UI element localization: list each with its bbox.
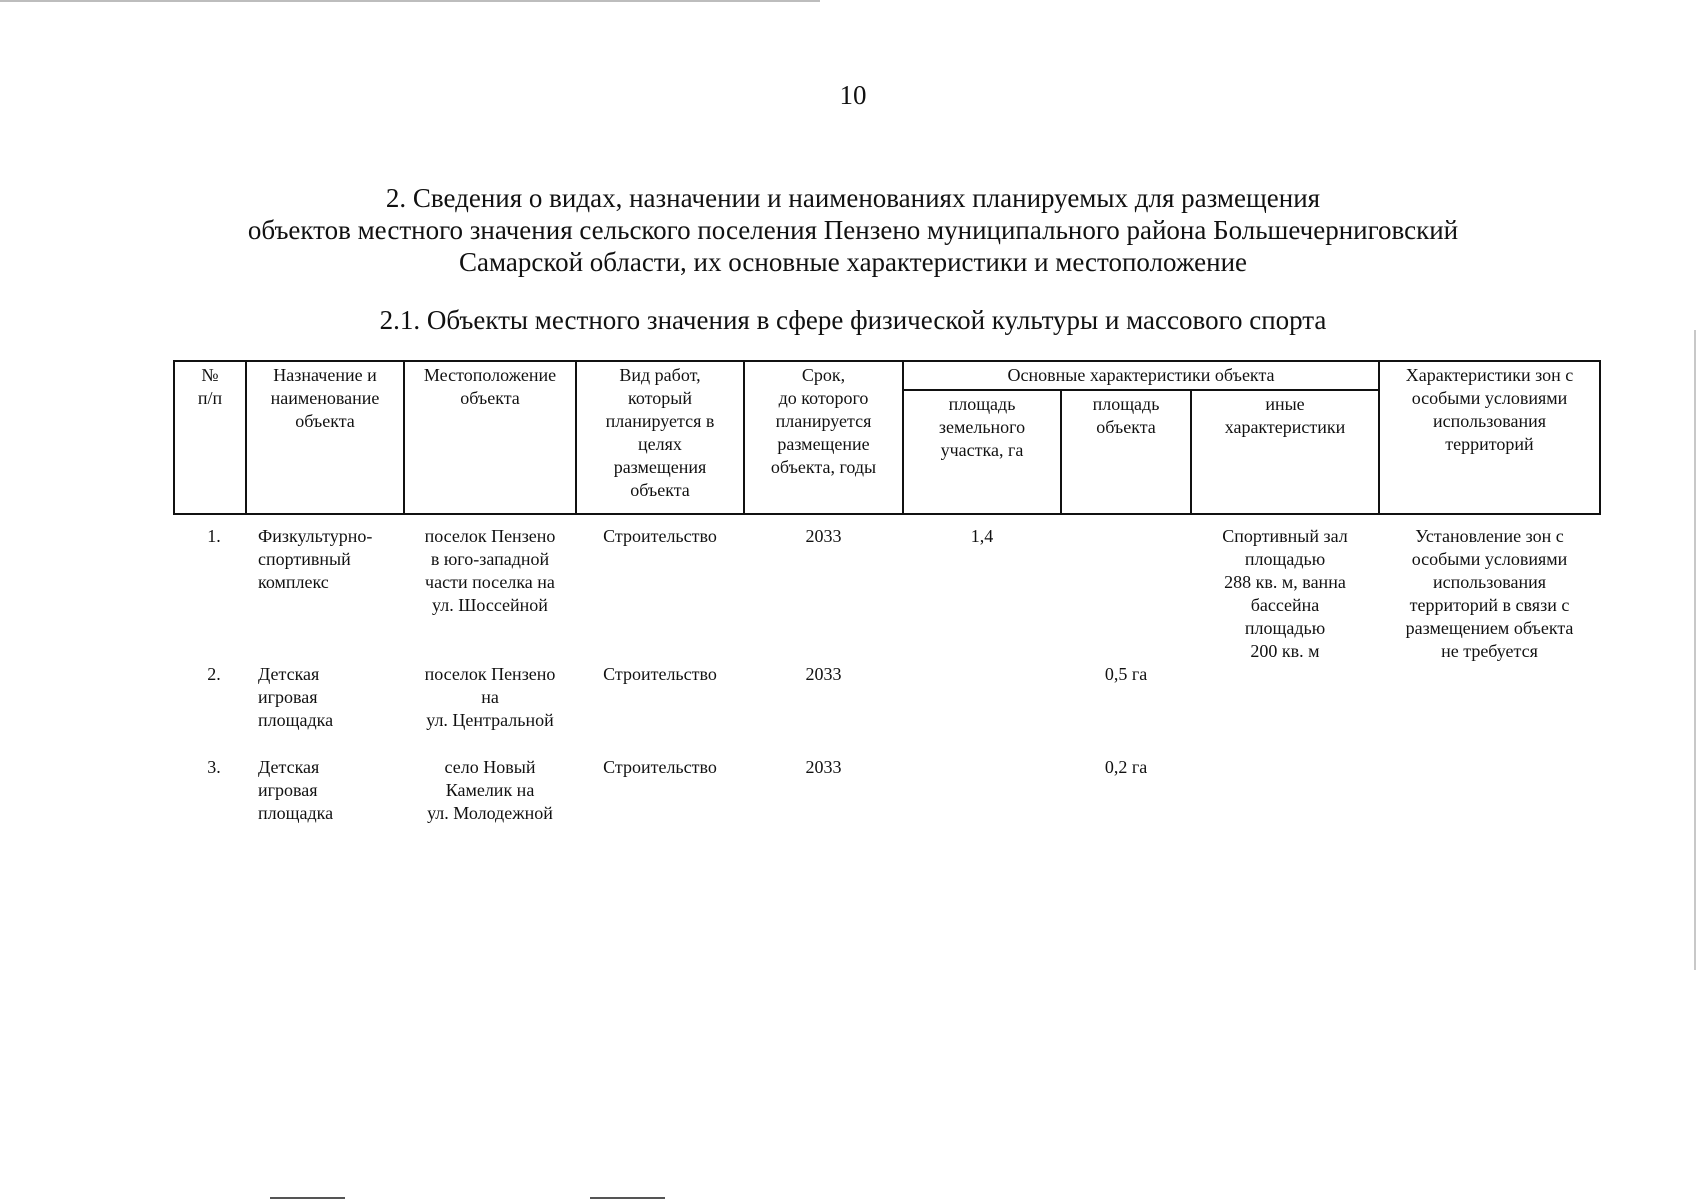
header-object-area [1061, 390, 1191, 514]
cell-text-line: объекта [295, 411, 355, 431]
cell-text-line: Детская [258, 757, 320, 777]
cell-text-line: наименование [270, 388, 380, 408]
cell-text-line: планируется [775, 411, 872, 431]
cell-object-area [1061, 514, 1191, 663]
cell-term: 2033 [805, 664, 842, 684]
cell-text-line: Местоположение [423, 365, 557, 385]
cell-text-line: площадь [948, 394, 1016, 414]
cell-text-line: не требуется [1441, 641, 1538, 661]
objects-table-container [173, 360, 1599, 849]
cell-location [404, 756, 576, 849]
cell-text-line: площадка [258, 710, 334, 730]
cell-work-type: Строительство [603, 526, 717, 546]
header-zones [1379, 361, 1600, 514]
cell-text-line: ул. Молодежной [427, 803, 553, 823]
cell-term: 2033 [805, 757, 842, 777]
cell-text-line: село Новый [444, 757, 536, 777]
cell-text-line: Характеристики зон с [1405, 365, 1574, 385]
cell-text-line: размещение [777, 434, 870, 454]
cell-text-line: Спортивный зал [1222, 526, 1348, 546]
objects-table [173, 360, 1601, 849]
cell-text-line: Вид работ, [619, 365, 701, 385]
header-other-characteristics [1191, 390, 1379, 514]
cell-text-line: на [481, 687, 499, 707]
cell-text-line: 288 кв. м, ванна [1224, 572, 1346, 592]
cell-text-line: Детская [258, 664, 320, 684]
cell-text-line: особыми условиями [1411, 549, 1568, 569]
subsection-heading: 2.1. Объекты местного значения в сфере физической культуры и массового спорта [379, 305, 1327, 335]
cell-text-line: площадь [1092, 394, 1160, 414]
cell-zones [1379, 514, 1600, 663]
heading-line: объектов местного значения сельского поселения Пензено муниципального района Большечерниговский [247, 215, 1459, 245]
cell-text-line: поселок Пензено [424, 526, 556, 546]
cell-other-characteristics [1191, 663, 1379, 756]
cell-text-line: территорий в связи с [1409, 595, 1570, 615]
header-main-characteristics: Основные характеристики объекта [903, 361, 1379, 390]
cell-land-area: 1,4 [970, 526, 994, 546]
cell-text-line: игровая [258, 780, 318, 800]
cell-text-line: размещения [613, 457, 707, 477]
header-term [744, 361, 903, 514]
cell-text-line: спортивный [258, 549, 351, 569]
table-row [174, 663, 1600, 756]
cell-text-line: объекта [460, 388, 520, 408]
cell-text-line: 200 кв. м [1250, 641, 1320, 661]
cell-text-line: Установление зон с [1415, 526, 1564, 546]
cell-text-line: поселок Пензено [424, 664, 556, 684]
cell-text-line: объекта [1096, 417, 1156, 437]
cell-text-line: п/п [197, 388, 223, 408]
cell-location [404, 663, 576, 756]
cell-text-line: Камелик на [445, 780, 535, 800]
cell-text-line: целях [638, 434, 682, 454]
cell-object-area: 0,5 га [1104, 664, 1148, 684]
table-row [174, 756, 1600, 849]
cell-text-line: территорий [1445, 434, 1534, 454]
cell-text-line: площадью [1244, 618, 1326, 638]
cell-land-area [903, 663, 1061, 756]
cell-text-line: использования [1432, 411, 1546, 431]
cell-text-line: объекта, годы [770, 457, 877, 477]
cell-term: 2033 [805, 526, 842, 546]
header-work-type [576, 361, 744, 514]
cell-zones [1379, 663, 1600, 756]
cell-num: 2. [207, 664, 221, 684]
cell-text-line: иные [1265, 394, 1305, 414]
cell-text-line: площадью [1244, 549, 1326, 569]
scan-mark [590, 1197, 665, 1199]
heading-line: Самарской области, их основные характеристики и местоположение [458, 247, 1248, 277]
cell-text-line: № [201, 365, 219, 385]
cell-text-line: части поселка на [425, 572, 555, 592]
cell-text-line: Физкультурно- [258, 526, 373, 546]
cell-text-line: участка, га [940, 440, 1024, 460]
scan-mark [270, 1197, 345, 1199]
cell-text-line: размещением объекта [1405, 618, 1574, 638]
scan-border-top [0, 0, 820, 2]
cell-other-characteristics [1191, 756, 1379, 849]
cell-work-type: Строительство [603, 757, 717, 777]
cell-text-line: характеристики [1224, 417, 1346, 437]
cell-text-line: особыми условиями [1411, 388, 1568, 408]
cell-text-line: игровая [258, 687, 318, 707]
header-land-area [903, 390, 1061, 514]
header-location [404, 361, 576, 514]
header-num [174, 361, 246, 514]
cell-purpose [246, 756, 404, 849]
cell-text-line: использования [1432, 572, 1546, 592]
cell-text-line: комплекс [258, 572, 329, 592]
cell-text-line: планируется в [605, 411, 715, 431]
cell-text-line: до которого [778, 388, 869, 408]
cell-num: 1. [207, 526, 221, 546]
scan-border-right [1694, 330, 1696, 970]
table-row [174, 514, 1600, 663]
cell-text-line: земельного [938, 417, 1026, 437]
cell-work-type: Строительство [603, 664, 717, 684]
cell-land-area [903, 756, 1061, 849]
cell-text-line: ул. Шоссейной [432, 595, 548, 615]
cell-text-line: площадка [258, 803, 334, 823]
cell-text-line: Срок, [801, 365, 846, 385]
cell-purpose [246, 514, 404, 663]
cell-location [404, 514, 576, 663]
cell-text-line: ул. Центральной [426, 710, 554, 730]
header-purpose [246, 361, 404, 514]
heading-line: 2. Сведения о видах, назначении и наименованиях планируемых для размещения [385, 183, 1321, 213]
cell-text-line: в юго-западной [430, 549, 550, 569]
cell-other-characteristics [1191, 514, 1379, 663]
page-number: 10 [839, 80, 867, 110]
cell-text-line: бассейна [1250, 595, 1320, 615]
cell-num: 3. [207, 757, 221, 777]
cell-text-line: Назначение и [273, 365, 377, 385]
cell-purpose [246, 663, 404, 756]
section-heading [150, 182, 1556, 278]
cell-zones [1379, 756, 1600, 849]
cell-text-line: который [628, 388, 692, 408]
cell-text-line: объекта [630, 480, 690, 500]
cell-object-area: 0,2 га [1104, 757, 1148, 777]
